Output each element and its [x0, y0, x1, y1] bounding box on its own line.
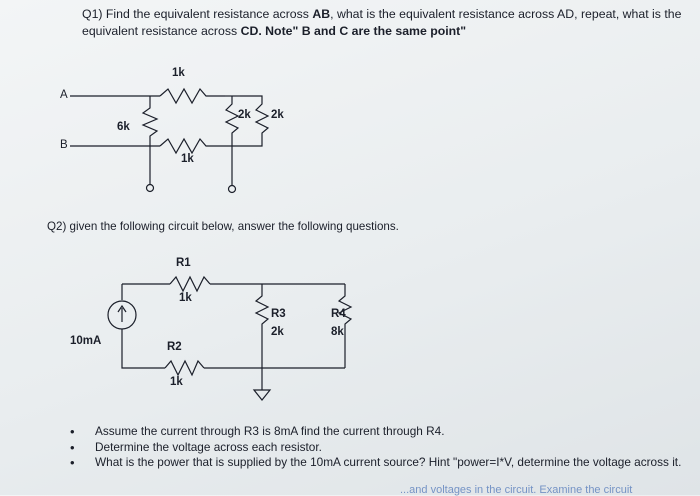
q1-line1-suffix: , what is the equivalent resistance across AD, repeat, what is the — [330, 7, 682, 21]
wire-left-lower — [122, 329, 165, 368]
r-top-label: 1k — [172, 67, 185, 79]
r4-name-label: R4 — [331, 308, 346, 320]
source-arrow — [118, 306, 126, 322]
r-right-label: 2k — [271, 109, 284, 121]
question-list — [70, 424, 690, 471]
r2-value-label: 1k — [170, 376, 183, 388]
question-2-text: Q2) given the following circuit below, answer the following questions. — [47, 220, 399, 233]
q1-cd-note: CD. Note" B and C are the same point" — [240, 24, 467, 38]
list-item: • What is the power that is supplied by the 10mA current source? Hint "power=I*V, determine the voltage across it. — [70, 455, 690, 471]
q1-line2-prefix: equivalent resistance across — [82, 24, 241, 38]
node-a-label: A — [60, 89, 68, 101]
source-value-label: 10mA — [70, 335, 102, 347]
ground-symbol — [254, 390, 270, 400]
resistor-r3 — [256, 284, 268, 368]
r-left-label: 6k — [117, 121, 130, 133]
q1-line1-prefix: Q1) Find the equivalent resistance across — [82, 7, 313, 21]
r2-name-label: R2 — [167, 341, 182, 353]
cutoff-text: ...and voltages in the circuit. Examine the circuit — [400, 484, 633, 496]
resistor-r1 — [170, 277, 210, 291]
q1-ab: AB — [312, 7, 331, 21]
r1-name-label: R1 — [176, 257, 191, 269]
list-item: • Assume the current through R3 is 8mA find the current through R4. — [70, 424, 690, 440]
r3-value-label: 2k — [271, 326, 284, 338]
node-b-label: B — [60, 139, 68, 151]
r1-value-label: 1k — [179, 292, 192, 304]
r-bottom-label: 1k — [181, 153, 194, 165]
r3-name-label: R3 — [271, 308, 286, 320]
r4-value-label: 8k — [331, 326, 344, 338]
resistor-r2 — [165, 361, 204, 375]
r-mid-label: 2k — [238, 109, 251, 121]
list-item: • Determine the voltage across each resistor. — [70, 440, 690, 456]
